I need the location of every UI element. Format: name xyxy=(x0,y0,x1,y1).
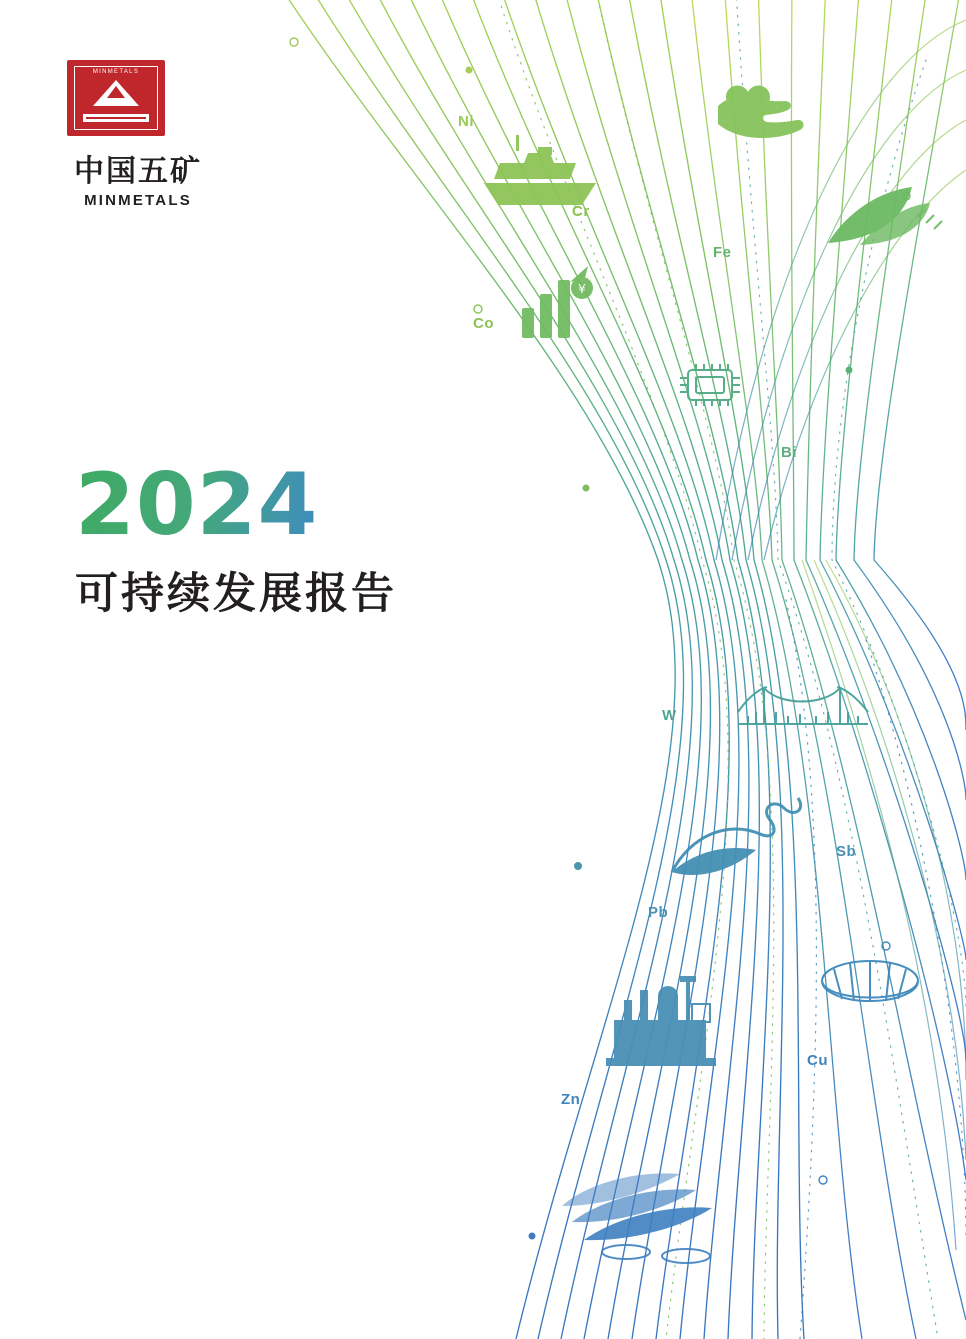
logo-arc-text: MINMETALS xyxy=(92,69,140,75)
cover-artwork xyxy=(266,0,966,1339)
element-label-co: Co xyxy=(473,315,494,332)
element-label-zn: Zn xyxy=(561,1091,581,1108)
report-year: 2024 xyxy=(75,462,397,548)
element-label-ni: Ni xyxy=(458,113,474,130)
minmetals-logo-mark xyxy=(67,60,165,136)
logo-base-bar xyxy=(83,114,149,122)
svg-text:¥: ¥ xyxy=(578,282,586,296)
element-label-fe: Fe xyxy=(713,244,732,261)
logo-mountain-notch xyxy=(107,86,125,98)
element-label-bi: Bi xyxy=(781,444,797,461)
element-label-w: W xyxy=(662,707,677,724)
cover-title-block xyxy=(75,455,397,621)
element-label-pb: Pb xyxy=(648,904,669,921)
element-label-cu: Cu xyxy=(807,1052,828,1069)
company-logo xyxy=(48,60,228,209)
element-label-sb: Sb xyxy=(836,843,857,860)
element-label-cr: Cr xyxy=(572,203,590,220)
company-name-cn: 中国五矿 xyxy=(74,154,202,189)
report-title: 可持续发展报告 xyxy=(75,569,397,619)
company-name-en: MINMETALS xyxy=(84,192,192,209)
